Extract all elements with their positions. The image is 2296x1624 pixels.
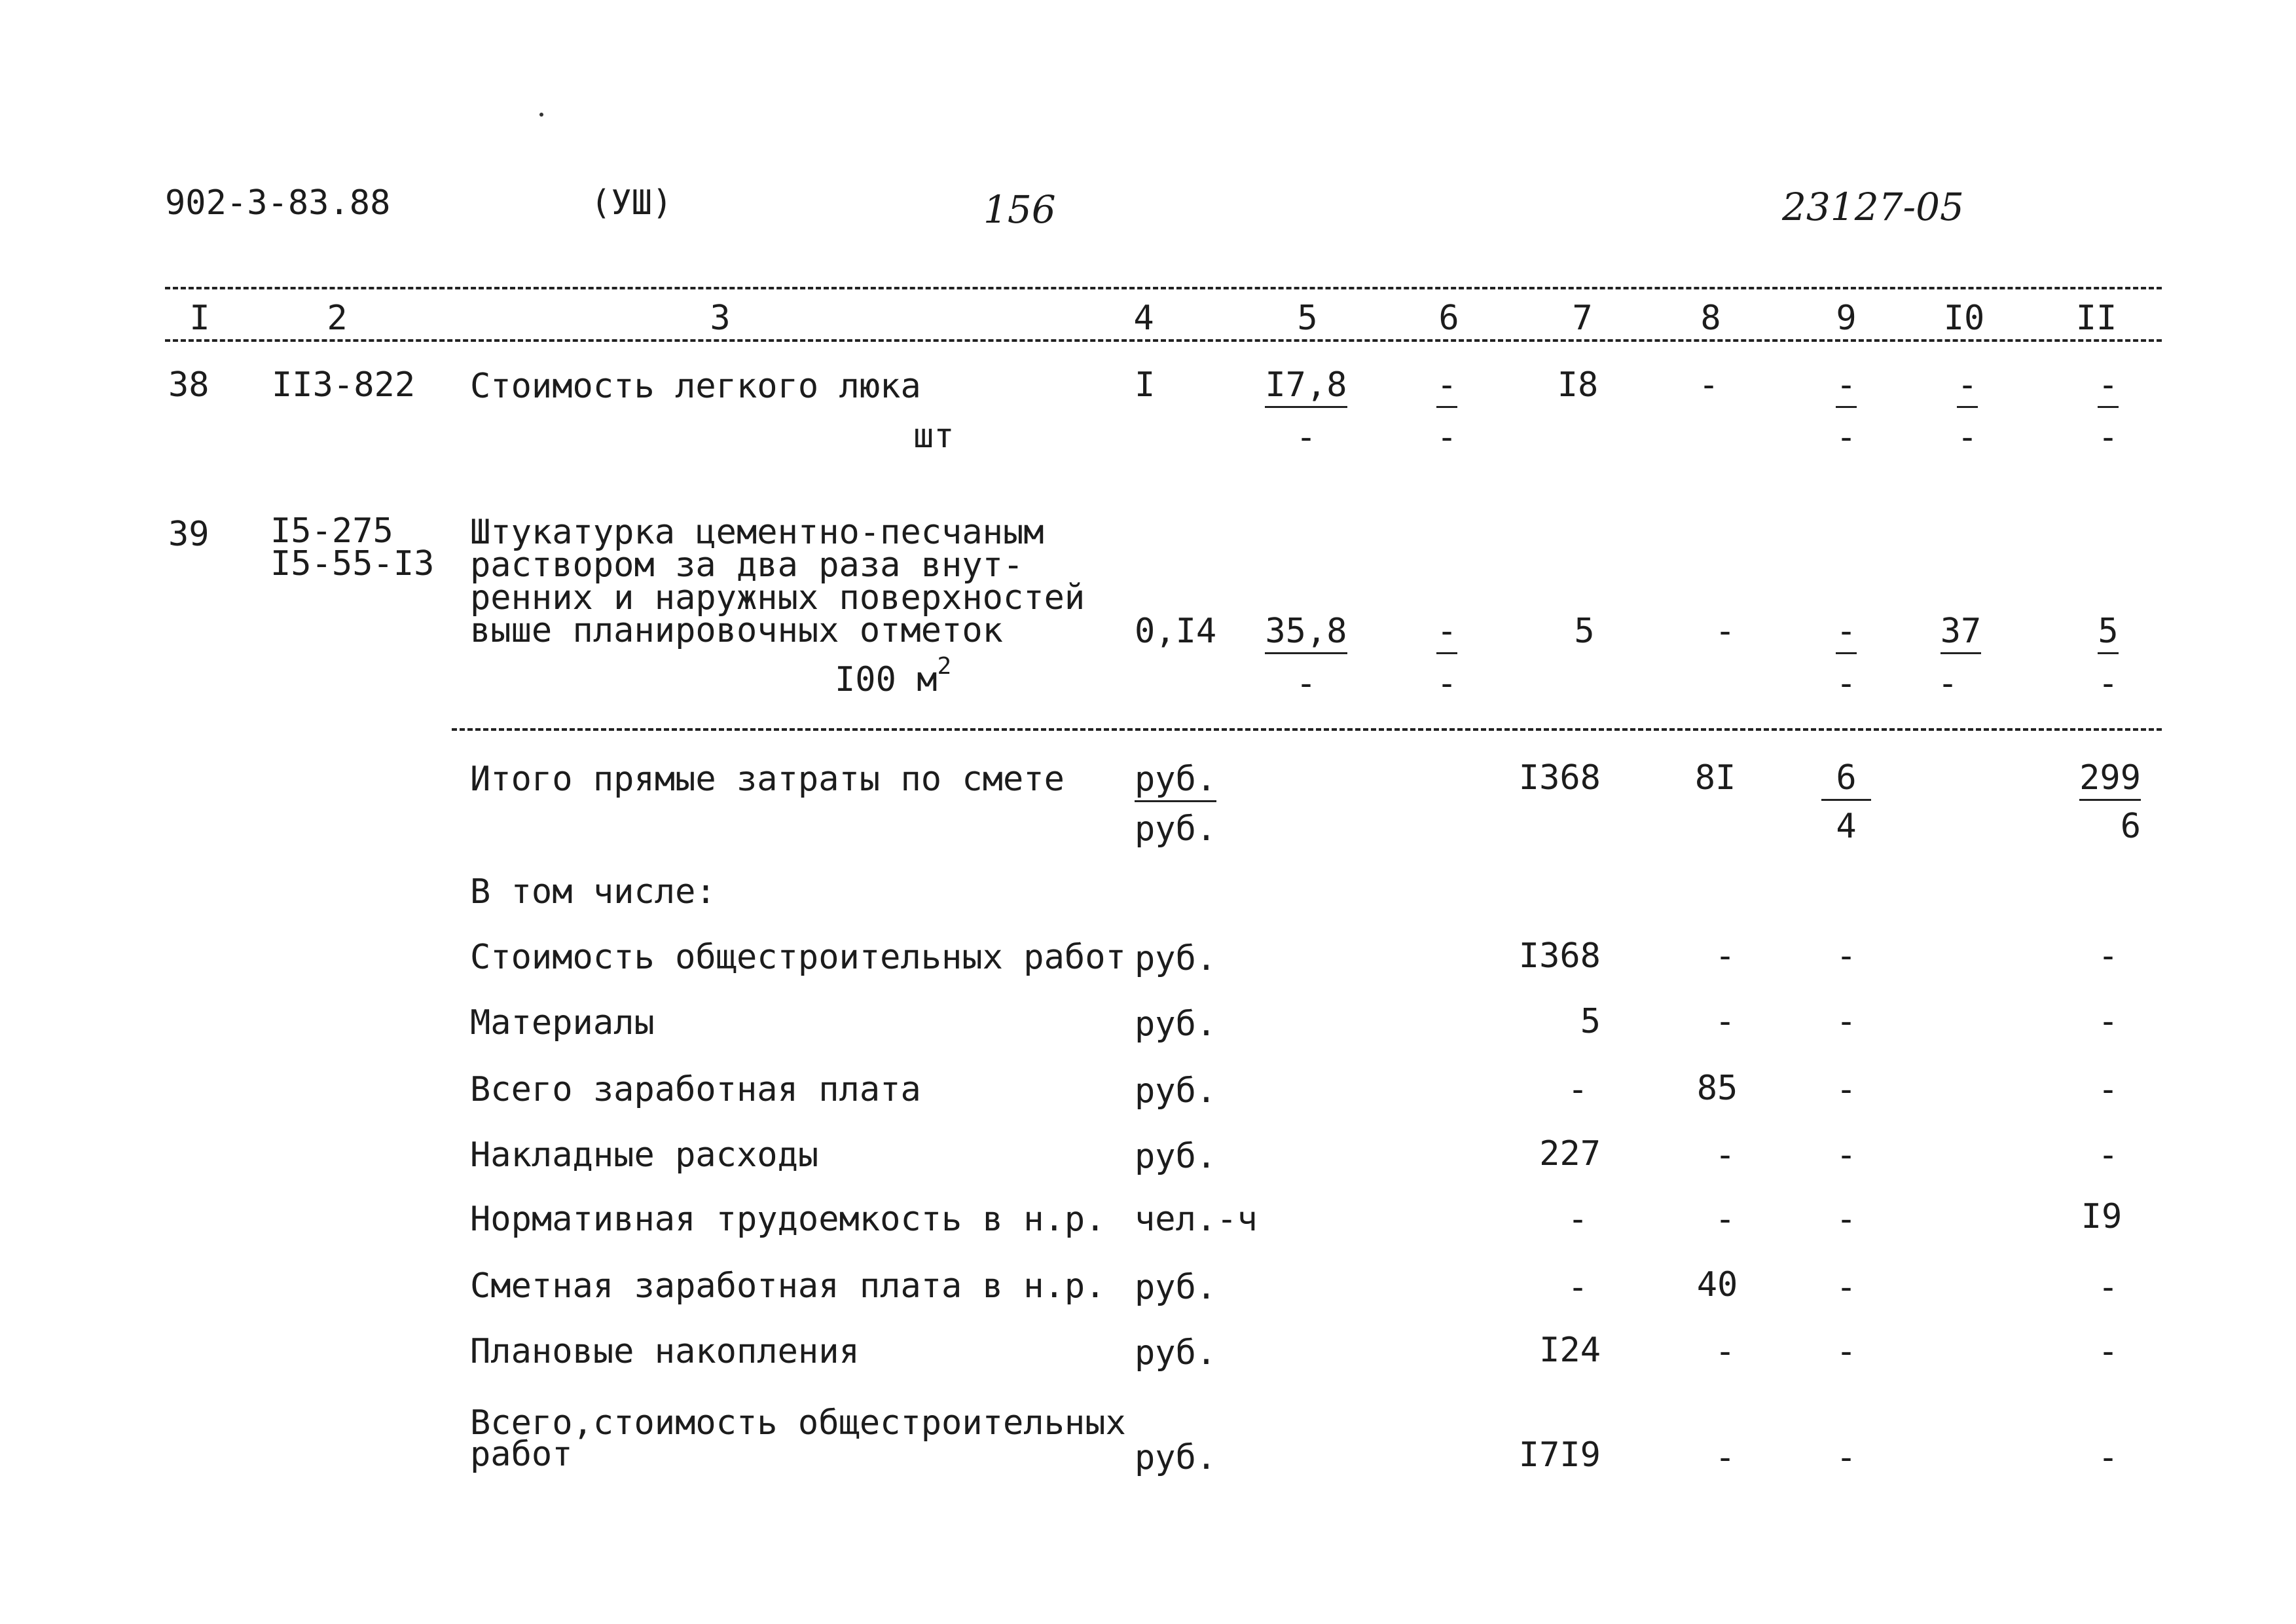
item-col11: - xyxy=(2098,1332,2119,1371)
total-col9-top-text: 6 xyxy=(1821,758,1870,801)
item-col9: - xyxy=(1836,1002,1857,1041)
unit-superscript: 2 xyxy=(937,653,952,680)
col5-value xyxy=(1247,367,1365,403)
item-col8: - xyxy=(1715,1002,1736,1041)
page-number: 156 xyxy=(983,187,1056,232)
col11-value-text: - xyxy=(2098,365,2118,408)
total-col11-bottom: 6 xyxy=(2120,807,2141,846)
item-col9: - xyxy=(1836,1268,1857,1307)
total-unit-top-text: руб. xyxy=(1135,760,1216,802)
col5-lower: - xyxy=(1296,418,1317,457)
col11-value xyxy=(2075,367,2141,403)
col6-value-text: - xyxy=(1436,612,1457,654)
col9-value-text: - xyxy=(1836,365,1856,408)
item-col11: - xyxy=(2098,1070,2119,1109)
item-label: Сметная заработная плата в н.р. xyxy=(470,1266,1106,1306)
work-name-line-4: выше планировочных отметок xyxy=(470,611,1003,650)
col11-lower: - xyxy=(2098,418,2119,457)
norm-code-1: I5-275 xyxy=(270,511,393,551)
col6-value-text: - xyxy=(1436,365,1457,408)
header-rule-bottom xyxy=(165,339,2162,342)
col9-value xyxy=(1813,613,1879,650)
col10-value-text: - xyxy=(1957,365,1977,408)
col8-value: - xyxy=(1698,365,1719,405)
quantity: I xyxy=(1135,365,1156,405)
item-unit: руб. xyxy=(1135,1268,1217,1307)
item-col8: - xyxy=(1715,1200,1736,1239)
summary-rule xyxy=(452,728,2162,731)
column-number-3: 3 xyxy=(710,299,731,338)
item-col9: - xyxy=(1836,936,1857,976)
grand-total-unit: руб. xyxy=(1135,1438,1217,1477)
item-col9: - xyxy=(1836,1135,1857,1175)
col11-value-text: 5 xyxy=(2098,612,2118,654)
col10-lower: - xyxy=(1937,664,1958,703)
norm-code: II3-822 xyxy=(272,365,416,405)
item-col11: - xyxy=(2098,936,2119,976)
column-number-6: 6 xyxy=(1438,299,1459,338)
item-col8: 40 xyxy=(1696,1265,1738,1304)
item-unit: чел.-ч xyxy=(1135,1200,1258,1239)
grand-total-label-line-2: работ xyxy=(470,1435,573,1474)
item-col11: - xyxy=(2098,1135,2119,1175)
column-number-9: 9 xyxy=(1836,299,1857,338)
total-unit-bottom: руб. xyxy=(1135,809,1217,849)
item-col9: - xyxy=(1836,1070,1857,1109)
grand-total-col11: - xyxy=(2098,1438,2119,1477)
col11-lower: - xyxy=(2098,664,2119,703)
col7-value: I8 xyxy=(1557,365,1599,405)
item-col7: I368 xyxy=(1518,936,1601,976)
total-col11-top xyxy=(2056,760,2141,796)
item-col9: - xyxy=(1836,1332,1857,1371)
item-label: Всего заработная плата xyxy=(470,1070,921,1109)
including-label: В том числе: xyxy=(470,872,716,912)
col10-value xyxy=(1935,367,2000,403)
work-name: Стоимость легкого люка xyxy=(470,367,921,406)
column-number-8: 8 xyxy=(1700,299,1721,338)
document-code-text: 902-3-83.88 xyxy=(165,183,391,223)
item-col11: I9 xyxy=(2081,1197,2123,1236)
row-number: 39 xyxy=(168,515,210,554)
item-col8: - xyxy=(1715,1332,1736,1371)
col7-value: 5 xyxy=(1574,612,1595,651)
item-col7: 5 xyxy=(1580,1002,1601,1041)
item-col7: - xyxy=(1567,1070,1588,1109)
col6-value xyxy=(1414,367,1480,403)
column-number-11: II xyxy=(2075,299,2117,338)
column-number-10: I0 xyxy=(1943,299,1985,338)
grand-total-col7: I7I9 xyxy=(1518,1435,1601,1475)
col5-value-text: I7,8 xyxy=(1265,365,1347,408)
sheet-code: 23127-05 xyxy=(1782,185,1964,229)
document-code xyxy=(165,185,390,221)
item-unit: руб. xyxy=(1135,939,1217,978)
item-label: Нормативная трудоемкость в н.р. xyxy=(470,1200,1106,1239)
item-col8: 85 xyxy=(1696,1069,1738,1108)
col9-value-text: - xyxy=(1836,612,1856,654)
total-col11-top-text: 299 xyxy=(2079,758,2141,801)
col6-lower: - xyxy=(1436,664,1457,703)
item-col9: - xyxy=(1836,1200,1857,1239)
item-unit: руб. xyxy=(1135,1071,1217,1111)
item-unit: руб. xyxy=(1135,1005,1217,1044)
item-label: Стоимость общестроительных работ xyxy=(470,938,1126,977)
col6-value xyxy=(1414,613,1480,650)
column-number-1: I xyxy=(189,299,210,338)
item-label: Материалы xyxy=(470,1003,655,1043)
item-col7: 227 xyxy=(1539,1134,1601,1173)
col9-lower: - xyxy=(1836,418,1857,457)
item-col7: - xyxy=(1567,1268,1588,1307)
item-label: Плановые накопления xyxy=(470,1332,860,1371)
work-unit-text: I00 м xyxy=(835,660,938,699)
norm-code-2: I5-55-I3 xyxy=(270,544,435,583)
col8-value: - xyxy=(1715,612,1736,651)
grand-total-col9: - xyxy=(1836,1438,1857,1477)
total-label: Итого прямые затраты по смете xyxy=(470,760,1065,799)
work-name-line-1: Штукатурка цементно-песчаным xyxy=(470,513,1044,552)
total-col8: 8I xyxy=(1694,758,1736,798)
column-number-5: 5 xyxy=(1297,299,1318,338)
column-number-4: 4 xyxy=(1133,299,1154,338)
column-number-7: 7 xyxy=(1572,299,1593,338)
col9-value xyxy=(1813,367,1879,403)
col9-lower: - xyxy=(1836,664,1857,703)
total-unit-top xyxy=(1135,761,1216,798)
total-col9-bottom: 4 xyxy=(1836,807,1857,846)
work-unit xyxy=(835,653,952,702)
col10-lower: - xyxy=(1957,418,1978,457)
item-col8: - xyxy=(1715,1135,1736,1175)
col6-lower: - xyxy=(1436,418,1457,457)
col10-value xyxy=(1928,613,1994,650)
item-col11: - xyxy=(2098,1268,2119,1307)
header-rule-top xyxy=(165,287,2162,289)
col5-value-text: 35,8 xyxy=(1265,612,1347,654)
section-label-text: (УШ) xyxy=(591,183,673,223)
col11-value xyxy=(2075,613,2141,650)
total-col9-top xyxy=(1813,760,1879,796)
item-col7: I24 xyxy=(1539,1331,1601,1370)
work-name-line-3: ренних и наружных поверхностей xyxy=(470,578,1085,618)
column-number-2: 2 xyxy=(327,299,348,338)
item-col7: - xyxy=(1567,1200,1588,1239)
quantity: 0,I4 xyxy=(1135,612,1217,651)
col5-lower: - xyxy=(1296,664,1317,703)
item-unit: руб. xyxy=(1135,1137,1217,1176)
col5-value xyxy=(1247,613,1365,650)
item-col8: - xyxy=(1715,936,1736,976)
item-col11: - xyxy=(2098,1002,2119,1041)
row-number: 38 xyxy=(168,365,210,405)
work-unit: шт xyxy=(913,416,955,456)
col10-value-text: 37 xyxy=(1941,612,1982,654)
work-name-line-2: раствором за два раза внут- xyxy=(470,545,1024,585)
section-label xyxy=(591,185,672,221)
grand-total-col8: - xyxy=(1715,1438,1736,1477)
item-unit: руб. xyxy=(1135,1333,1217,1373)
total-col7: I368 xyxy=(1518,758,1601,798)
scan-speck xyxy=(539,113,543,117)
grand-total-label-line-1: Всего,стоимость общестроительных xyxy=(470,1403,1126,1443)
item-label: Накладные расходы xyxy=(470,1135,819,1175)
